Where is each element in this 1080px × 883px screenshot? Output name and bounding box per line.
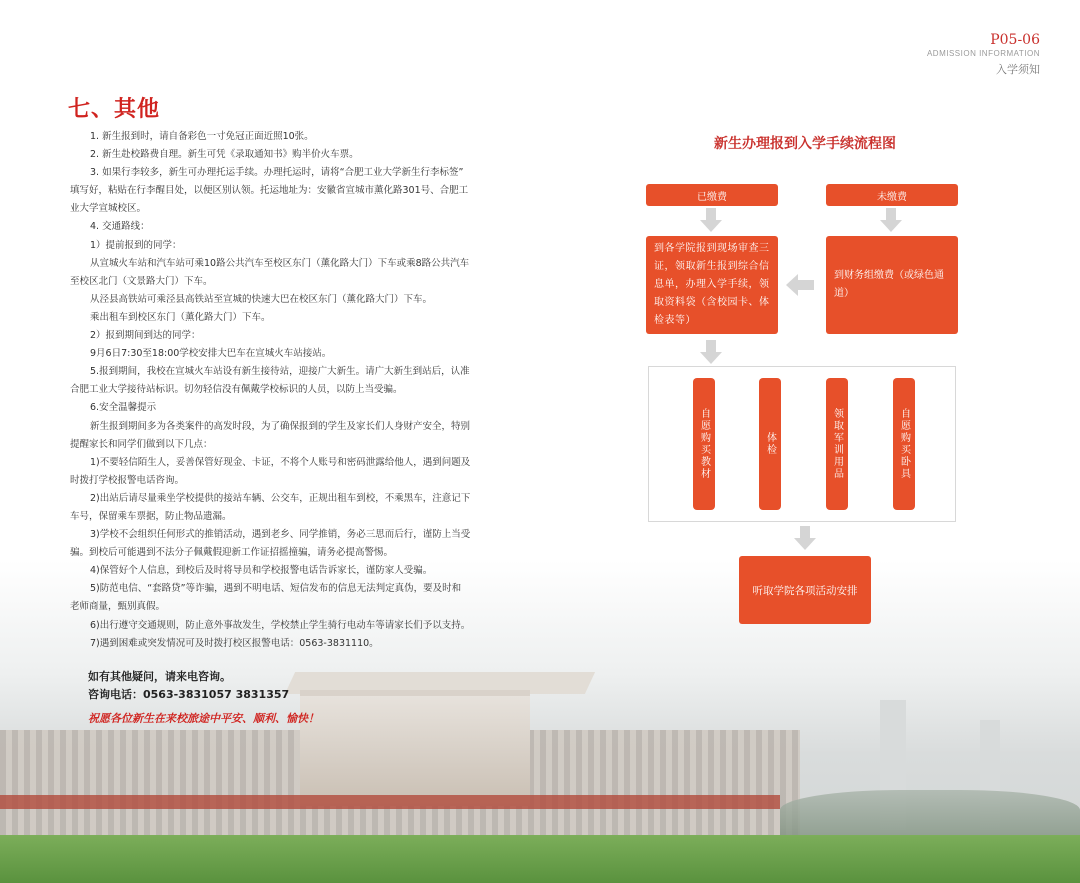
text-line: 车号，保留乘车票据，防止物品遗漏。 — [70, 510, 232, 522]
contact-info — [88, 668, 289, 704]
text-line: 提醒家长和同学们做到以下几点： — [70, 438, 213, 450]
text-line: 时拨打学校报警电话咨询。 — [70, 474, 185, 486]
text-line: 5.报到期间，我校在宣城火车站设有新生接待站，迎接广大新生。请广大新生到站后，认准 — [90, 366, 470, 378]
arrow-down-icon — [880, 208, 902, 232]
task-military-supplies: 领取军训用品 — [826, 378, 848, 510]
task-bedding: 自愿购买卧具 — [893, 378, 915, 510]
page-header — [927, 33, 1040, 77]
text-line: 9月6日7:30至18:00学校安排大巴车在宣城火车站接站。 — [90, 348, 332, 360]
text-line: 3. 如果行李较多，新生可办理托运手续。办理托运时，请将“合肥工业大学新生行李标签” — [90, 167, 464, 179]
header-subtitle-en: ADMISSION INFORMATION — [926, 49, 1040, 58]
text-line: 1）提前报到的同学： — [90, 239, 182, 251]
text-line: 填写好，粘贴在行李醒目处，以便区别认领。托运地址为：安徽省宣城市薰化路301号、合肥工 — [70, 185, 469, 197]
arrow-down-icon — [700, 340, 722, 364]
text-line: 2. 新生赴校路费自理。新生可凭《录取通知书》购半价火车票。 — [90, 149, 359, 161]
arrow-down-icon — [700, 208, 722, 232]
text-line: 至校区北门（文景路大门）下车。 — [70, 275, 213, 287]
text-line: 3)学校不会组织任何形式的推销活动，遇到老乡、同学推销，务必三思而后行，谨防上当受 — [90, 529, 471, 541]
text-line: 从泾县高铁站可乘泾县高铁站至宣城的快速大巴在校区东门（薰化路大门）下车。 — [90, 293, 433, 305]
text-line: 2）报到期间到达的同学： — [90, 330, 201, 342]
arrow-down-icon — [794, 526, 816, 550]
football-field — [0, 835, 1080, 883]
unpaid-label: 未缴费 — [826, 184, 958, 206]
greeting: 祝愿各位新生在来校旅途中平安、顺利、愉快！ — [88, 712, 319, 725]
unpaid-step-text: 到财务组缴费（或绿色通道） — [834, 270, 944, 299]
text-line: 5)防范电信、“套路贷”等诈骗，遇到不明电话、短信发布的信息无法判定真伪，要及时和 — [90, 583, 462, 595]
task-medical-exam: 体检 — [759, 378, 781, 510]
text-line: 合肥工业大学接待站标识。切勿轻信没有佩戴学校标识的人员，以防上当受骗。 — [70, 384, 403, 396]
task-textbooks: 自愿购买教材 — [693, 378, 715, 510]
header-subtitle-cn: 入学须知 — [996, 63, 1040, 76]
text-line: 1. 新生报到时，请自备彩色一寸免冠正面近照10张。 — [90, 131, 314, 142]
text-line: 老师商量，甄别真假。 — [70, 601, 166, 613]
contact-phone: 咨询电话：0563-3831057 3831357 — [88, 688, 290, 701]
unpaid-step-box — [826, 236, 958, 334]
text-line: 6)出行遵守交通规则，防止意外事故发生，学校禁止学生骑行电动车等请家长们予以支持。 — [90, 619, 471, 631]
text-line: 业大学宣城校区。 — [70, 203, 147, 215]
paid-label: 已缴费 — [646, 184, 778, 206]
text-line: 乘出租车到校区东门（薰化路大门）下车。 — [90, 311, 271, 323]
text-line: 骗。到校后可能遇到不法分子佩戴假迎新工作证招摇撞骗，请务必提高警惕。 — [70, 547, 394, 559]
contact-prompt: 如有其他疑问，请来电咨询。 — [88, 670, 231, 683]
grandstand-building — [300, 690, 530, 806]
trees — [780, 790, 1080, 840]
arrow-left-icon — [786, 274, 814, 296]
text-line: 从宣城火车站和汽车站可乘10路公共汽车至校区东门（薰化路大门）下车或乘8路公共汽车 — [90, 257, 470, 269]
text-line: 4. 交通路线： — [90, 221, 150, 233]
paid-step-box — [646, 236, 778, 334]
final-step-box: 听取学院各项活动安排 — [739, 556, 871, 624]
paid-step-text: 到各学院报到现场审查三证，领取新生报到综合信息单，办理入学手续，领取资料袋（含校园卡、体检表等） — [654, 243, 770, 326]
text-line: 4)保管好个人信息，到校后及时将导员和学校报警电话告诉家长，谨防家人受骗。 — [90, 565, 433, 577]
body-text — [70, 128, 480, 653]
page-number: P05-06 — [990, 32, 1040, 48]
text-line: 7)遇到困难或突发情况可及时拨打校区报警电话：0563-3831110。 — [90, 637, 379, 649]
text-line: 2)出站后请尽量乘坐学校提供的接站车辆、公交车，正规出租车到校，不乘黑车，注意记下 — [90, 492, 471, 504]
section-title: 七、其他 — [68, 97, 161, 122]
running-track — [0, 795, 780, 809]
flowchart-title: 新生办理报到入学手续流程图 — [714, 136, 896, 152]
text-line: 1)不要轻信陌生人，妥善保管好现金、卡证，不将个人账号和密码泄露给他人，遇到问题及 — [90, 456, 471, 468]
text-line: 新生报到期间多为各类案件的高发时段，为了确保报到的学生及家长们人身财产安全，特别 — [90, 420, 471, 432]
text-line: 6.安全温馨提示 — [90, 402, 157, 414]
